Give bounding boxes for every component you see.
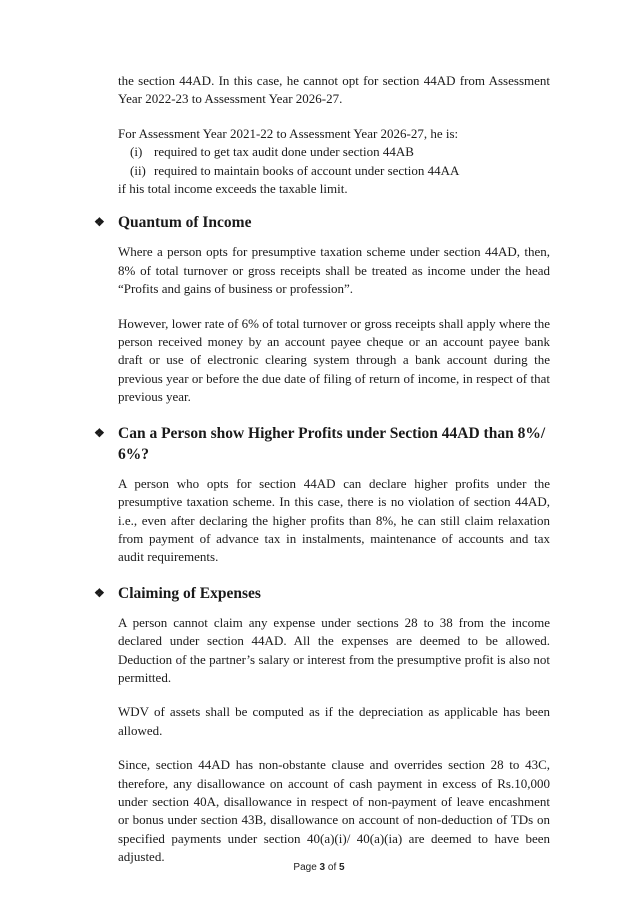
diamond-bullet-icon: ❖ <box>94 425 105 440</box>
section-heading-expenses <box>94 583 550 604</box>
quantum-paragraph-1: Where a person opts for presumptive taxation scheme under section 44AD, then, 8% of total turnover or gross receipts shall be treated as income under the head “Profits and gains of business or profession”. <box>118 244 550 297</box>
page-content <box>94 72 550 883</box>
intro-condition: if his total income exceeds the taxable limit. <box>118 181 348 197</box>
page-footer <box>0 862 638 873</box>
current-page-number: 3 <box>319 862 326 873</box>
page-of-label: of <box>327 862 337 873</box>
list-item-text: required to get tax audit done under section 44AB <box>154 144 414 160</box>
section-heading-higher-profits <box>94 423 550 465</box>
expenses-paragraph-2: WDV of assets shall be computed as if the depreciation as applicable has been allowed. <box>118 704 550 738</box>
expenses-paragraph-3: Since, section 44AD has non-obstante clause and overrides section 28 to 43C, therefore, any disallowance on account of cash payment in excess of Rs.10,000 under section 40A, disallowance in respect of non-payment of leave encashment or bonus under section 43B, disallowance on account of non-deduction of TDs on specified payments under section 40(a)(i)/ 40(a)(ia) are deemed to have been adjusted. <box>118 757 550 865</box>
heading-text: Quantum of Income <box>118 214 252 232</box>
intro-ay-paragraph: For Assessment Year 2021-22 to Assessment Year 2026-27, he is: <box>118 125 459 141</box>
diamond-bullet-icon: ❖ <box>94 215 105 230</box>
page-label: Page <box>293 862 317 873</box>
list-item <box>118 162 550 180</box>
intro-paragraph: the section 44AD. In this case, he cannot opt for section 44AD from Assessment Year 2022-23 to Assessment Year 2026-27. <box>118 73 550 107</box>
heading-text: Can a Person show Higher Profits under Section 44AD than 8%/ 6%? <box>118 424 546 463</box>
heading-text: Claiming of Expenses <box>118 584 261 602</box>
section-heading-quantum <box>94 212 550 233</box>
higher-profits-paragraph: A person who opts for section 44AD can declare higher profits under the presumptive taxation scheme. In this case, there is no violation of section 44AD, i.e., even after declaring the higher profits than 8%, he can still claim relaxation from payment of advance tax in instalments, maintenance of accounts and tax audit requirements. <box>118 475 550 565</box>
total-pages-number: 5 <box>339 862 345 873</box>
list-item-number: (ii) <box>130 162 146 178</box>
expenses-paragraph-1: A person cannot claim any expense under sections 28 to 38 from the income declared under section 44AD. All the expenses are deemed to be allowed. Deduction of the partner’s salary or interest from the presumptive profit is also not permitted. <box>118 614 550 685</box>
list-item-text: required to maintain books of account under section 44AA <box>154 162 460 178</box>
list-item <box>118 143 550 161</box>
requirements-list <box>118 143 550 180</box>
diamond-bullet-icon: ❖ <box>94 585 105 600</box>
quantum-paragraph-2: However, lower rate of 6% of total turnover or gross receipts shall apply where the person received money by an account payee cheque or an account payee bank draft or use of electronic clearing system through a bank account during the previous year or before the due date of filing of return of income, in respect of that previous year. <box>118 315 550 405</box>
list-item-number: (i) <box>130 144 143 160</box>
